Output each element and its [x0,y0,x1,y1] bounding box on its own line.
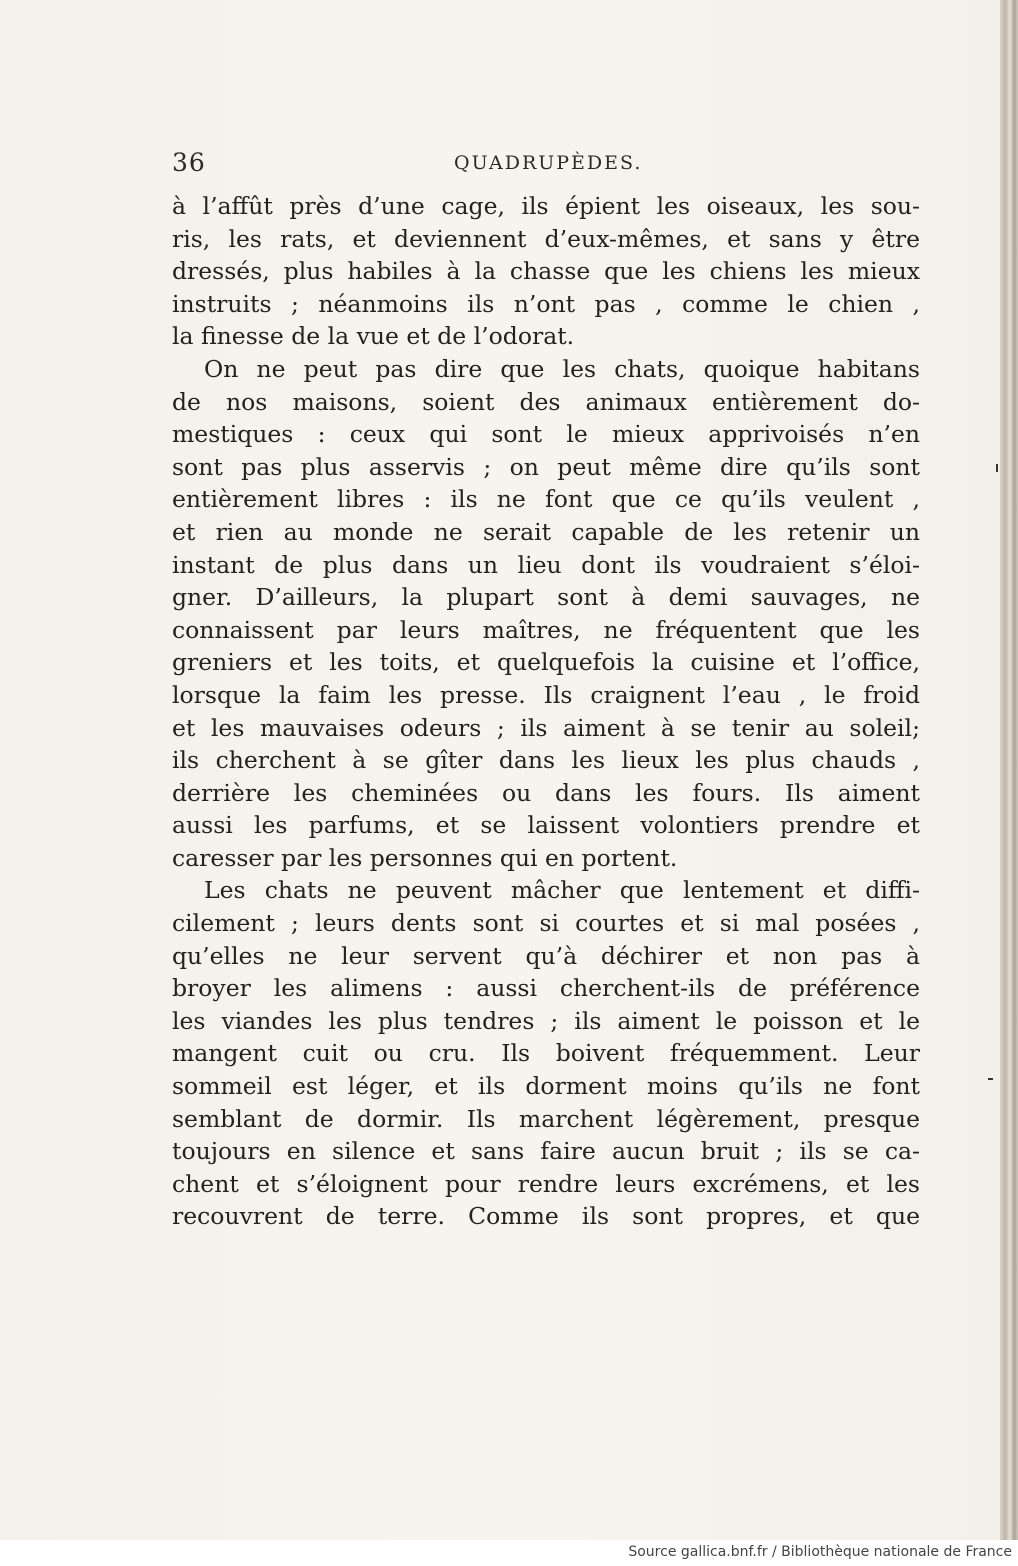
text-line: instruits ; néanmoins ils n’ont pas , comme le chien , [172,289,920,318]
text-line: chent et s’éloignent pour rendre leurs excrémens, et les [172,1169,920,1198]
paragraph-end-line: la finesse de la vue et de l’odorat. [172,322,575,351]
text-line: broyer les alimens : aussi cherchent-ils de préférence [172,974,920,1003]
text-line: dressés, plus habiles à la chasse que les chiens les mieux [172,257,920,286]
text-line: à l’affût près d’une cage, ils épient les oiseaux, les sou- [172,192,920,220]
paragraph-end-line: caresser par les personnes qui en portent. [172,843,678,872]
text-line: entièrement libres : ils ne font que ce qu’ils veulent , [172,485,920,514]
running-head [172,148,920,184]
source-footer [0,1540,1018,1566]
text-line: cilement ; leurs dents sont si courtes et si mal posées , [172,909,920,938]
text-line: ris, les rats, et deviennent d’eux-mêmes, et sans y être [172,224,920,253]
text-line: greniers et les toits, et quelquefois la cuisine et l’office, [172,648,920,677]
text-line: ils cherchent à se gîter dans les lieux les plus chauds , [172,746,920,775]
text-line: recouvrent de terre. Comme ils sont propres, et que [172,1202,920,1231]
running-title: QUADRUPÈDES. [454,152,643,174]
text-line: et rien au monde ne serait capable de les retenir un [172,517,920,546]
text-line: de nos maisons, soient des animaux entièrement do- [172,387,920,416]
text-line: semblant de dormir. Ils marchent légèrement, presque [172,1104,920,1133]
margin-mark [988,1078,993,1080]
text-line: et les mauvaises odeurs ; ils aiment à se tenir au soleil; [172,713,920,742]
text-line: les viandes les plus tendres ; ils aiment le poisson et le [172,1006,920,1035]
text-line: gner. D’ailleurs, la plupart sont à demi sauvages, ne [172,583,920,612]
book-spine-edge [1000,0,1018,1540]
text-line: instant de plus dans un lieu dont ils voudraient s’éloi- [172,550,920,579]
text-line: toujours en silence et sans faire aucun bruit ; ils se ca- [172,1137,920,1166]
text-line: lorsque la faim les presse. Ils craignent l’eau , le froid [172,680,920,709]
text-line: derrière les cheminées ou dans les fours. Ils aiment [172,778,920,807]
text-line: connaissent par leurs maîtres, ne fréquentent que les [172,615,920,644]
margin-mark [996,464,998,472]
text-line: sommeil est léger, et ils dorment moins qu’ils ne font [172,1072,920,1101]
page-number: 36 [172,148,206,177]
text-line: sont pas plus asservis ; on peut même dire qu’ils sont [172,452,920,481]
paragraph-first-line: Les chats ne peuvent mâcher que lentement et diffi- [204,876,920,905]
text-line: mestiques : ceux qui sont le mieux apprivoisés n’en [172,420,920,449]
text-line: mangent cuit ou cru. Ils boivent fréquemment. Leur [172,1039,920,1068]
body-text [172,190,920,1233]
text-line: aussi les parfums, et se laissent volontiers prendre et [172,811,920,840]
paragraph-first-line: On ne peut pas dire que les chats, quoique habitans [204,354,920,383]
source-credit: Source gallica.bnf.fr / Bibliothèque nationale de France [628,1544,1012,1560]
text-line: qu’elles ne leur servent qu’à déchirer et non pas à [172,941,920,970]
